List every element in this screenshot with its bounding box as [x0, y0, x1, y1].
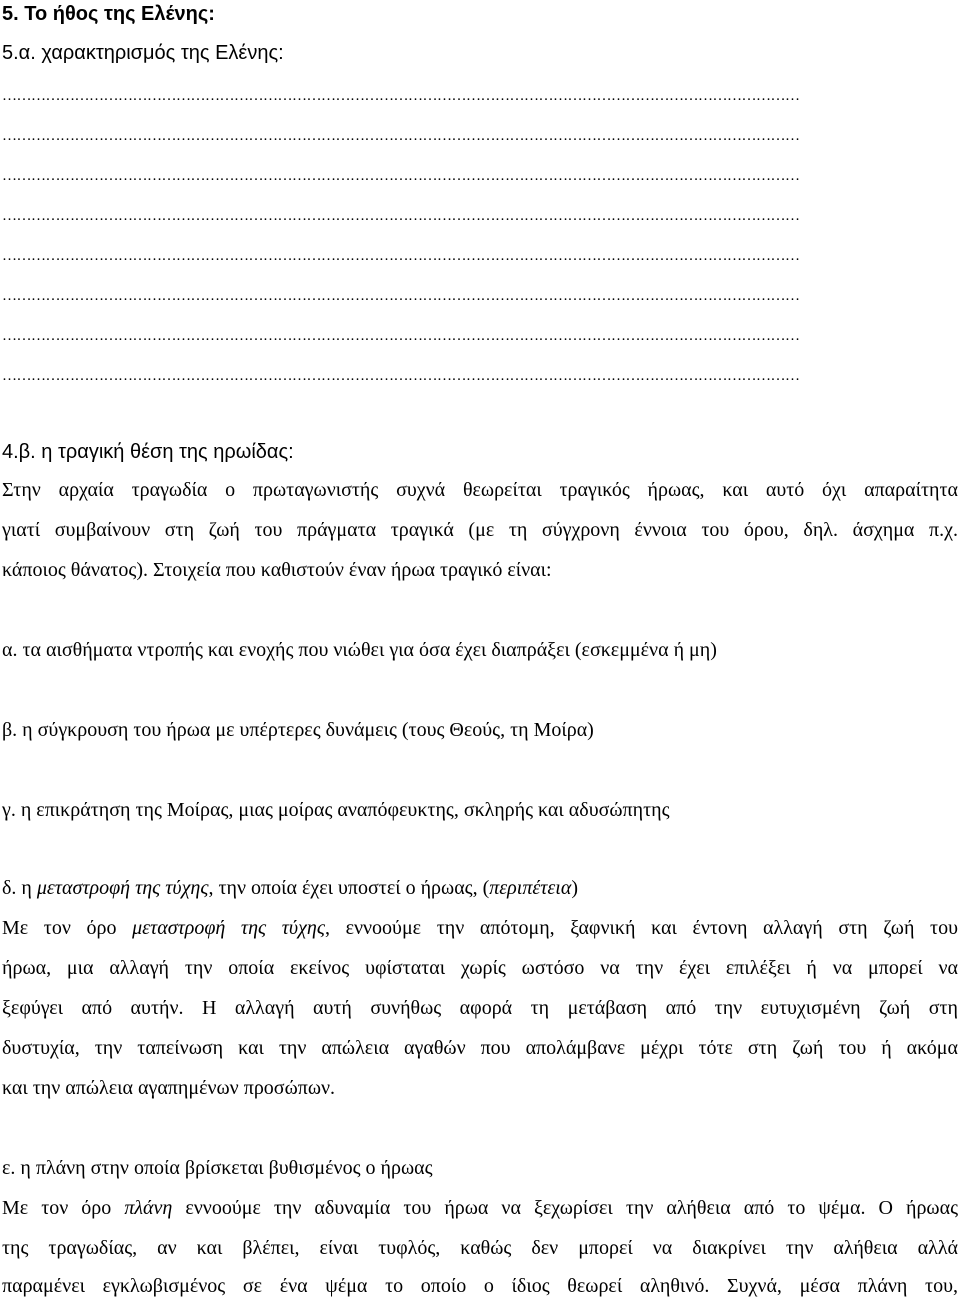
item-e: ε. η πλάνη στην οποία βρίσκεται βυθισμένος ο ήρωας	[2, 1157, 433, 1179]
answer-line: …………………………………………………………………………………………………………………………………………………	[2, 328, 800, 344]
item-d-text-line: και την απώλεια αγαπημένων προσώπων.	[2, 1077, 336, 1099]
section-5-heading: 5. Το ήθος της Ελένης:	[2, 3, 215, 25]
answer-line: …………………………………………………………………………………………………………………………………………………	[2, 368, 800, 384]
section-4b-heading: 4.β. η τραγική θέση της ηρωίδας:	[2, 441, 294, 463]
section-5a-heading: 5.α. χαρακτηρισμός της Ελένης:	[2, 42, 284, 64]
item-d-text-line: ήρωα, μια αλλαγή την οποία εκείνος υφίσταται χωρίς ωστόσο να την έχει επιλέξει ή να μπορεί να	[2, 957, 958, 979]
item-d: δ. η μεταστροφή της τύχης, την οποία έχει υποστεί ο ήρωας, (περιπέτεια)	[2, 877, 578, 899]
item-b: β. η σύγκρουση του ήρωα με υπέρτερες δυνάμεις (τους Θεούς, τη Μοίρα)	[2, 719, 594, 741]
answer-line: …………………………………………………………………………………………………………………………………………………	[2, 88, 800, 104]
item-e-text-line: Με τον όρο πλάνη εννοούμε την αδυναμία του ήρωα να ξεχωρίσει την αλήθεια από το ψέμα. Ο ήρωας	[2, 1197, 958, 1219]
intro-line: Στην αρχαία τραγωδία ο πρωταγωνιστής συχνά θεωρείται τραγικός ήρωας, και αυτό όχι απαραίτητα	[2, 479, 958, 501]
answer-line: …………………………………………………………………………………………………………………………………………………	[2, 128, 800, 144]
answer-line: …………………………………………………………………………………………………………………………………………………	[2, 168, 800, 184]
item-a: α. τα αισθήματα ντροπής και ενοχής που νιώθει για όσα έχει διαπράξει (εσκεμμένα ή μη)	[2, 639, 717, 661]
answer-line: …………………………………………………………………………………………………………………………………………………	[2, 208, 800, 224]
item-d-text-line: δυστυχία, την ταπείνωση και την απώλεια αγαθών που απολάμβανε μέχρι τότε στη ζωή του ή ακόμα	[2, 1037, 958, 1059]
item-d-term2: περιπέτεια	[489, 877, 572, 899]
item-c: γ. η επικράτηση της Μοίρας, μιας μοίρας αναπόφευκτης, σκληρής και αδυσώπητης	[2, 799, 670, 821]
item-d-text-line: ξεφύγει από αυτήν. Η αλλαγή αυτή συνήθως αφορά τη μετάβαση από την ευτυχισμένη ζωή στη	[2, 997, 958, 1019]
intro-line: γιατί συμβαίνουν στη ζωή του πράγματα τραγικά (με τη σύγχρονη έννοια του όρου, δηλ. άσχημα π.χ.	[2, 519, 958, 541]
item-d-term: μεταστροφή της τύχης	[36, 877, 209, 899]
item-e-text-line: παραμένει εγκλωβισμένος σε ένα ψέμα το οποίο ο ίδιος θεωρεί αληθινό. Συχνά, μέσα πλάνη του,	[2, 1275, 958, 1297]
item-e-text-line: της τραγωδίας, αν και βλέπει, είναι τυφλός, καθώς δεν μπορεί να διακρίνει την αλήθεια αλλά	[2, 1237, 958, 1259]
answer-line: …………………………………………………………………………………………………………………………………………………	[2, 248, 800, 264]
item-d-text-line: Με τον όρο μεταστροφή της τύχης, εννοούμε την απότομη, ξαφνική και έντονη αλλαγή στη ζωή του	[2, 917, 958, 939]
answer-line: …………………………………………………………………………………………………………………………………………………	[2, 288, 800, 304]
intro-line: κάποιος θάνατος). Στοιχεία που καθιστούν έναν ήρωα τραγικό είναι:	[2, 559, 552, 581]
